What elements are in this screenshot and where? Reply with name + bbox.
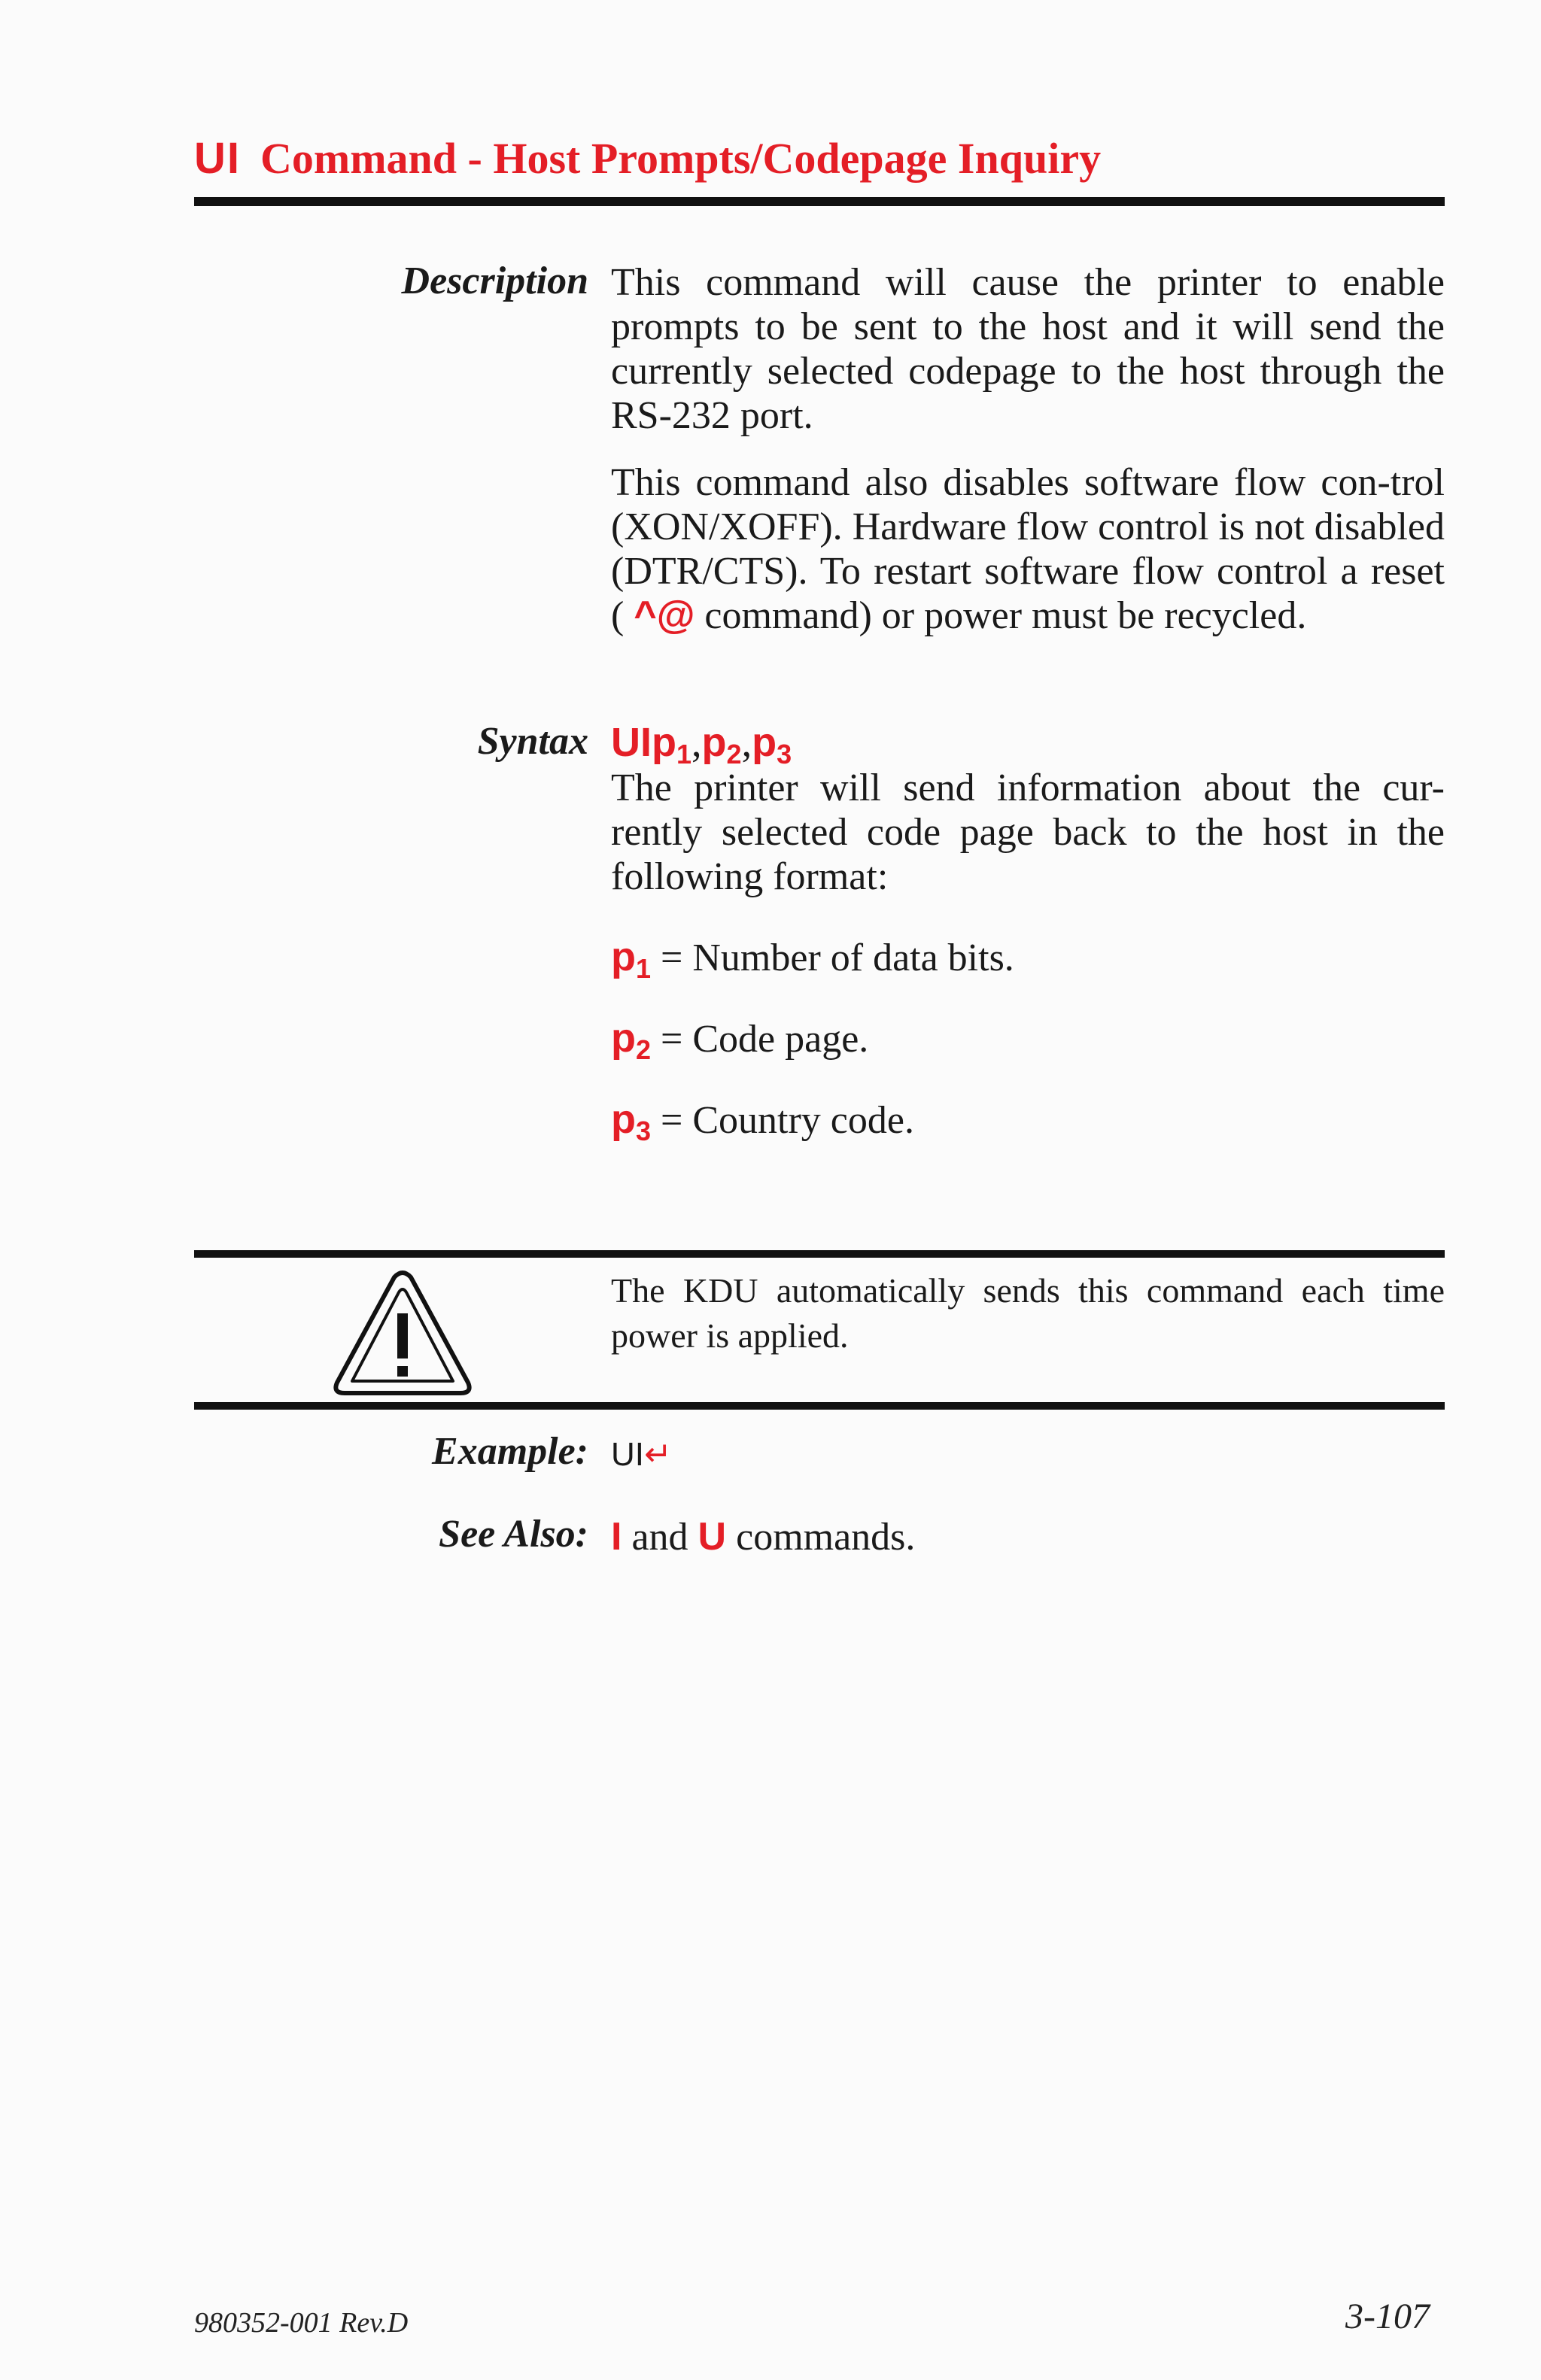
see-also-command-i[interactable]: I	[611, 1515, 622, 1559]
enter-key-icon: ↵	[644, 1436, 672, 1473]
syntax-line: $UIp_1,p_2,p_3$	[611, 720, 792, 770]
param-item: $p_2$ = Code page.	[611, 1015, 869, 1065]
command-name: UI	[194, 134, 241, 183]
description-label: Description	[401, 260, 588, 302]
description-paragraph-1: This command will cause the printer to enable prompts to be sent to the host and it will send the currently selected codepage to the host through the RS-232 port.	[611, 261, 1445, 437]
see-also-command-u[interactable]: U	[698, 1515, 727, 1559]
see-also-label: See Also:	[439, 1513, 588, 1556]
syntax-command: UI	[611, 720, 652, 765]
param-item: $p_3$ = Country code.	[611, 1097, 914, 1146]
warning-triangle-icon	[333, 1270, 473, 1396]
see-also-line: I and U commands.	[611, 1515, 916, 1559]
header-rule	[194, 197, 1445, 206]
param-description: Number of data bits.	[692, 937, 1014, 979]
description-paragraph-2: This command also disables software flow con-trol (XON/XOFF). Hardware flow control is not disabled (DTR/CTS). To restart software flow control a reset ( ^@ command) or power must be recycled.	[611, 461, 1445, 637]
param-item: $p_1$ = Number of data bits.	[611, 934, 1014, 984]
note-bottom-rule	[194, 1402, 1445, 1410]
command-title: Command - Host Prompts/Codepage Inquiry	[260, 134, 1102, 183]
syntax-explanation: The printer will send information about the cur-rently selected code page back to the host in the following format:	[611, 767, 1445, 898]
note-text: The KDU automatically sends this command each time power is applied.	[611, 1271, 1445, 1355]
param-description: Country code.	[692, 1099, 914, 1142]
reset-command-code: ^@	[634, 593, 695, 637]
note-top-rule	[194, 1250, 1445, 1258]
example-code: UI↵	[611, 1436, 672, 1473]
param-description: Code page.	[692, 1018, 869, 1061]
page-number: 3-107	[1345, 2297, 1430, 2336]
page-title	[194, 132, 1101, 185]
example-label: Example:	[432, 1430, 588, 1473]
syntax-label: Syntax	[477, 720, 588, 763]
doc-number: 980352-001 Rev.D	[194, 2307, 409, 2339]
